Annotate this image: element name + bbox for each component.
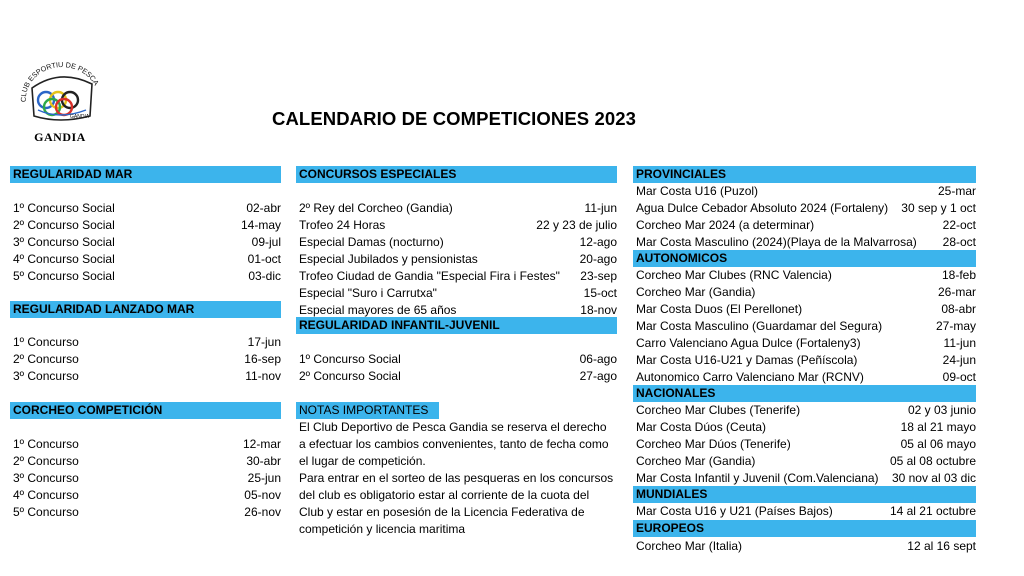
note-line: El Club Deportivo de Pesca Gandia se reserva el derecho [299, 420, 607, 434]
calendar-row [633, 503, 976, 520]
event-date: 27-may [935, 319, 976, 333]
club-logo [12, 58, 108, 146]
calendar-row [633, 183, 976, 200]
event-date: 22-oct [942, 218, 976, 232]
event-date: 05-nov [244, 488, 281, 502]
calendar-row [10, 251, 281, 268]
svg-text:CLUB ESPORTIU DE PESCA [19, 60, 101, 102]
event-label: 3º Concurso [13, 471, 79, 485]
event-label: 1º Concurso [13, 335, 79, 349]
event-label: 2º Concurso Social [299, 369, 401, 383]
calendar-row [296, 368, 617, 385]
calendar-row [633, 234, 976, 251]
event-date: 16-sep [244, 352, 281, 366]
calendar-row [296, 285, 617, 302]
event-date: 12 al 16 sept [907, 539, 976, 553]
section-header-infantil: REGULARIDAD INFANTIL-JUVENIL [296, 317, 617, 334]
page-title: CALENDARIO DE COMPETICIONES 2023 [272, 108, 637, 129]
calendar-row [296, 234, 617, 251]
event-date: 28-oct [942, 235, 976, 249]
note-line: del club es obligatorio estar al corriente de la cuota del [299, 488, 590, 502]
note-line: el lugar de competición. [299, 454, 426, 468]
event-label: Autonomico Carro Valenciano Mar (RCNV) [636, 370, 864, 384]
event-label: Mar Costa U16-U21 y Damas (Peñíscola) [636, 353, 858, 367]
calendar-row [296, 200, 617, 217]
event-label: Mar Costa Masculino (2024)(Playa de la Malvarrosa) [636, 235, 917, 249]
event-date: 14 al 21 octubre [889, 504, 976, 518]
event-label: Especial Damas (nocturno) [299, 235, 444, 249]
event-date: 09-jul [251, 235, 281, 249]
event-date: 27-ago [579, 369, 617, 383]
event-label: 1º Concurso Social [13, 201, 115, 215]
event-label: Corcheo Mar Dúos (Tenerife) [636, 437, 791, 451]
event-date: 09-oct [942, 370, 976, 384]
event-date: 11-nov [245, 369, 281, 383]
note-line: competición y licencia maritima [299, 522, 466, 536]
calendar-row [10, 217, 281, 234]
event-date: 18-nov [580, 303, 617, 317]
event-label: Corcheo Mar Clubes (Tenerife) [636, 403, 801, 417]
calendar-row [633, 217, 976, 234]
event-label: Corcheo Mar (Gandia) [636, 285, 756, 299]
logo-emblem-icon [12, 58, 108, 130]
calendar-row [10, 234, 281, 251]
event-label: Mar Costa U16 (Puzol) [636, 184, 759, 198]
calendar-row [296, 268, 617, 285]
event-date: 23-sep [580, 269, 617, 283]
event-date: 02 y 03 junio [907, 403, 976, 417]
event-label: Mar Costa U16 y U21 (Países Bajos) [636, 504, 833, 518]
event-date: 12-ago [579, 235, 617, 249]
event-date: 05 al 06 mayo [900, 437, 976, 451]
note-line: Para entrar en el sorteo de las pesqueras en los concursos [299, 471, 614, 485]
event-label: Mar Costa Masculino (Guardamar del Segura) [636, 319, 883, 333]
event-date: 03-dic [248, 269, 281, 283]
event-date: 30-abr [246, 454, 281, 468]
calendar-row [296, 251, 617, 268]
calendar-row [633, 436, 976, 453]
calendar-row [633, 352, 976, 369]
section-header-autonomicos: AUTONOMICOS [633, 250, 976, 267]
logo-arc-text: CLUB ESPORTIU DE PESCA [18, 60, 102, 103]
event-label: 4º Concurso [13, 488, 79, 502]
event-date: 18 al 21 mayo [900, 420, 976, 434]
event-label: 5º Concurso [13, 505, 79, 519]
event-label: Carro Valenciano Agua Dulce (Fortaleny3) [636, 336, 861, 350]
calendar-row [10, 351, 281, 368]
event-date: 18-feb [941, 268, 976, 282]
event-label: 2º Rey del Corcheo (Gandia) [299, 201, 453, 215]
event-date: 26-mar [937, 285, 976, 299]
event-date: 06-ago [579, 352, 617, 366]
calendar-row [10, 368, 281, 385]
logo-name: GANDIA [34, 130, 86, 144]
calendar-row [633, 402, 976, 419]
event-date: 20-ago [579, 252, 617, 266]
note-line: Club y estar en posesión de la Licencia Federativa de [299, 505, 585, 519]
calendar-row [633, 318, 976, 335]
event-label: Corcheo Mar (Gandia) [636, 454, 756, 468]
calendar-row [633, 284, 976, 301]
event-date: 25-jun [247, 471, 281, 485]
event-date: 15-oct [583, 286, 617, 300]
event-label: 5º Concurso Social [13, 269, 115, 283]
event-date: 11-jun [584, 201, 617, 215]
calendar-row [633, 267, 976, 284]
calendar-row [633, 419, 976, 436]
calendar-row [296, 217, 617, 234]
section-header-provinciales: PROVINCIALES [633, 166, 976, 183]
calendar-row [10, 504, 281, 521]
event-label: Especial "Suro i Carrutxa" [299, 286, 437, 300]
event-label: Corcheo Mar 2024 (a determinar) [636, 218, 815, 232]
section-header-mundiales: MUNDIALES [633, 486, 976, 503]
calendar-row [633, 470, 976, 487]
event-date: 02-abr [246, 201, 281, 215]
calendar-row [10, 487, 281, 504]
calendar-row [633, 538, 976, 555]
event-label: Trofeo Ciudad de Gandia "Especial Fira i Festes" [299, 269, 560, 283]
calendar-row [633, 200, 976, 217]
event-date: 30 sep y 1 oct [901, 201, 976, 215]
event-label: 1º Concurso Social [299, 352, 401, 366]
event-label: Mar Costa Duos (El Perellonet) [636, 302, 803, 316]
event-label: 2º Concurso [13, 352, 79, 366]
section-header-especiales: CONCURSOS ESPECIALES [296, 166, 617, 183]
event-label: Corcheo Mar (Italia) [636, 539, 743, 553]
event-date: 25-mar [937, 184, 976, 198]
section-header-corcheo: CORCHEO COMPETICIÓN [10, 402, 281, 419]
calendar-row [296, 351, 617, 368]
event-date: 08-abr [941, 302, 976, 316]
event-date: 22 y 23 de julio [536, 218, 617, 232]
calendar-row [10, 453, 281, 470]
event-label: Mar Costa Dúos (Ceuta) [636, 420, 767, 434]
logo-inner-text: GANDIA [70, 114, 90, 120]
event-label: Agua Dulce Cebador Absoluto 2024 (Fortaleny) [636, 201, 889, 215]
event-date: 01-oct [247, 252, 281, 266]
note-line: a efectuar los cambios convenientes, tanto de fecha como [299, 437, 609, 451]
event-label: 2º Concurso [13, 454, 79, 468]
event-label: 2º Concurso Social [13, 218, 115, 232]
calendar-row [633, 453, 976, 470]
event-label: 3º Concurso [13, 369, 79, 383]
calendar-row [633, 335, 976, 352]
section-header-notas: NOTAS IMPORTANTES [296, 402, 439, 419]
section-header-lanzado-mar: REGULARIDAD LANZADO MAR [10, 301, 281, 318]
event-label: Especial Jubilados y pensionistas [299, 252, 478, 266]
event-date: 30 nov al 03 dic [891, 471, 976, 485]
event-label: 1º Concurso [13, 437, 79, 451]
event-date: 14-may [240, 218, 281, 232]
calendar-row [10, 436, 281, 453]
event-date: 24-jun [942, 353, 976, 367]
event-label: 3º Concurso Social [13, 235, 115, 249]
event-date: 26-nov [244, 505, 281, 519]
calendar-row [10, 268, 281, 285]
calendar-row [10, 200, 281, 217]
section-header-nacionales: NACIONALES [633, 385, 976, 402]
event-label: Mar Costa Infantil y Juvenil (Com.Valenciana) [636, 471, 879, 485]
event-label: Trofeo 24 Horas [299, 218, 386, 232]
event-label: Corcheo Mar Clubes (RNC Valencia) [636, 268, 832, 282]
section-header-regularidad-mar: REGULARIDAD MAR [10, 166, 281, 183]
calendar-row [10, 470, 281, 487]
calendar-row [633, 301, 976, 318]
event-date: 05 al 08 octubre [889, 454, 976, 468]
event-label: Especial mayores de 65 años [299, 303, 457, 317]
event-date: 11-jun [943, 336, 976, 350]
calendar-row [10, 334, 281, 351]
event-date: 17-jun [247, 335, 281, 349]
section-header-europeos: EUROPEOS [633, 520, 976, 537]
event-label: 4º Concurso Social [13, 252, 115, 266]
calendar-row [633, 369, 976, 386]
event-date: 12-mar [242, 437, 281, 451]
